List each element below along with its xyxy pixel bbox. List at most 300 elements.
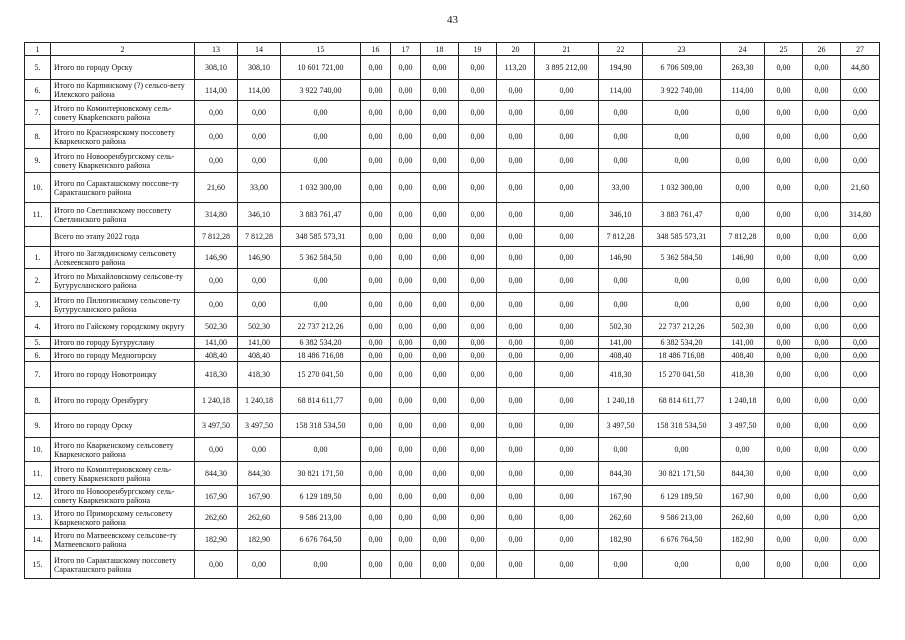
table-cell: 0,00 <box>599 438 643 462</box>
table-cell: 308,10 <box>238 56 281 80</box>
table-cell: 0,00 <box>459 317 497 337</box>
table-cell: 0,00 <box>238 551 281 579</box>
table-cell: 0,00 <box>765 173 803 203</box>
table-cell: 141,00 <box>721 337 765 349</box>
table-cell: 0,00 <box>765 247 803 269</box>
table-cell: 263,30 <box>721 56 765 80</box>
table-cell: 0,00 <box>459 149 497 173</box>
header-cell: 26 <box>803 43 841 56</box>
table-cell: 0,00 <box>535 462 599 486</box>
table-cell: 0,00 <box>535 337 599 349</box>
table-cell: 0,00 <box>361 362 391 388</box>
table-cell: 0,00 <box>391 227 421 247</box>
table-cell: 0,00 <box>421 462 459 486</box>
table-cell: 1 032 300,00 <box>281 173 361 203</box>
table-cell: 0,00 <box>497 349 535 362</box>
table-cell: 0,00 <box>391 203 421 227</box>
row-number: 5. <box>25 337 51 349</box>
table-cell: 0,00 <box>803 203 841 227</box>
table-cell: 0,00 <box>421 293 459 317</box>
table-cell: 314,80 <box>195 203 238 227</box>
row-number: 7. <box>25 101 51 125</box>
table-cell: 0,00 <box>361 349 391 362</box>
header-cell: 22 <box>599 43 643 56</box>
table-cell: 0,00 <box>361 173 391 203</box>
table-cell: 0,00 <box>803 414 841 438</box>
table-cell: 22 737 212,26 <box>643 317 721 337</box>
table-cell: 0,00 <box>497 203 535 227</box>
table-cell: 0,00 <box>841 349 880 362</box>
table-cell: 15 270 041,50 <box>643 362 721 388</box>
table-cell: 0,00 <box>391 80 421 101</box>
table-row <box>25 317 880 337</box>
header-cell: 18 <box>421 43 459 56</box>
header-cell: 19 <box>459 43 497 56</box>
table-cell: 0,00 <box>391 349 421 362</box>
table-cell: 0,00 <box>459 462 497 486</box>
table-cell: 146,90 <box>195 247 238 269</box>
table-cell: 0,00 <box>535 486 599 507</box>
table-cell: 314,80 <box>841 203 880 227</box>
table-cell: 308,10 <box>195 56 238 80</box>
row-name: Итого по Заглядинскому сельсовету Асекеевского района <box>51 247 195 269</box>
table-cell: 0,00 <box>497 551 535 579</box>
table-cell: 502,30 <box>195 317 238 337</box>
table-cell: 0,00 <box>599 293 643 317</box>
table-cell: 0,00 <box>421 80 459 101</box>
table-cell: 141,00 <box>195 337 238 349</box>
table-row <box>25 269 880 293</box>
table-cell: 0,00 <box>643 101 721 125</box>
table-cell: 0,00 <box>841 529 880 551</box>
table-cell: 0,00 <box>391 149 421 173</box>
table-cell: 158 318 534,50 <box>643 414 721 438</box>
header-cell: 2 <box>51 43 195 56</box>
table-cell: 0,00 <box>459 349 497 362</box>
table-cell: 0,00 <box>765 317 803 337</box>
row-name: Итого по городу Медногорску <box>51 349 195 362</box>
table-cell: 0,00 <box>361 438 391 462</box>
table-cell: 262,60 <box>238 507 281 529</box>
table-cell: 0,00 <box>535 293 599 317</box>
table-cell: 0,00 <box>643 551 721 579</box>
table-row <box>25 80 880 101</box>
row-number: 11. <box>25 203 51 227</box>
table-cell: 6 382 534,20 <box>643 337 721 349</box>
table-cell: 44,80 <box>841 56 880 80</box>
row-number: 11. <box>25 462 51 486</box>
table-cell: 0,00 <box>497 486 535 507</box>
table-cell: 0,00 <box>459 293 497 317</box>
table-cell: 0,00 <box>459 388 497 414</box>
table-cell: 0,00 <box>421 227 459 247</box>
table-cell: 0,00 <box>497 80 535 101</box>
table-cell: 0,00 <box>721 125 765 149</box>
table-cell: 194,90 <box>599 56 643 80</box>
header-cell: 27 <box>841 43 880 56</box>
table-cell: 113,20 <box>497 56 535 80</box>
table-cell: 0,00 <box>459 486 497 507</box>
table-cell: 844,30 <box>599 462 643 486</box>
table-cell: 0,00 <box>765 414 803 438</box>
table-cell: 0,00 <box>841 414 880 438</box>
table-cell: 0,00 <box>803 438 841 462</box>
table-cell: 7 812,28 <box>599 227 643 247</box>
row-name: Итого по Михайловскому сельсове-ту Бугурусланского района <box>51 269 195 293</box>
table-cell: 418,30 <box>599 362 643 388</box>
table-cell: 0,00 <box>238 438 281 462</box>
row-name: Итого по Приморскому сельсовету Кваркенского района <box>51 507 195 529</box>
table-cell: 10 601 721,00 <box>281 56 361 80</box>
table-row <box>25 149 880 173</box>
table-cell: 0,00 <box>459 125 497 149</box>
table-cell: 0,00 <box>281 269 361 293</box>
table-cell: 0,00 <box>535 317 599 337</box>
table-row <box>25 414 880 438</box>
table-cell: 1 032 300,00 <box>643 173 721 203</box>
table-cell: 0,00 <box>391 414 421 438</box>
header-cell: 24 <box>721 43 765 56</box>
table-cell: 0,00 <box>195 551 238 579</box>
table-cell: 844,30 <box>721 462 765 486</box>
table-cell: 0,00 <box>765 269 803 293</box>
table-cell: 408,40 <box>238 349 281 362</box>
table-cell: 0,00 <box>195 269 238 293</box>
row-number: 9. <box>25 149 51 173</box>
table-cell: 0,00 <box>803 551 841 579</box>
table-cell: 3 883 761,47 <box>281 203 361 227</box>
table-cell: 844,30 <box>195 462 238 486</box>
table-cell: 0,00 <box>803 149 841 173</box>
table-cell: 0,00 <box>765 337 803 349</box>
table-cell: 0,00 <box>238 269 281 293</box>
table-cell: 0,00 <box>391 125 421 149</box>
table-cell: 0,00 <box>765 80 803 101</box>
table-cell: 3 497,50 <box>599 414 643 438</box>
table-cell: 0,00 <box>361 227 391 247</box>
table-cell: 0,00 <box>721 438 765 462</box>
table-cell: 0,00 <box>361 337 391 349</box>
table-cell: 0,00 <box>535 125 599 149</box>
table-cell: 0,00 <box>803 227 841 247</box>
row-name: Всего по этапу 2022 года <box>51 227 195 247</box>
table-cell: 1 240,18 <box>195 388 238 414</box>
table-row <box>25 101 880 125</box>
table-cell: 0,00 <box>841 362 880 388</box>
table-row <box>25 507 880 529</box>
table-cell: 0,00 <box>421 414 459 438</box>
table-cell: 0,00 <box>803 486 841 507</box>
table-cell: 0,00 <box>459 203 497 227</box>
table-cell: 348 585 573,31 <box>643 227 721 247</box>
row-name: Итого по Коминтерновскому сель-совету Кварkenского района <box>51 101 195 125</box>
table-cell: 0,00 <box>459 362 497 388</box>
table-row <box>25 438 880 462</box>
table-row <box>25 293 880 317</box>
table-cell: 0,00 <box>391 529 421 551</box>
table-cell: 0,00 <box>361 388 391 414</box>
table-cell: 0,00 <box>459 551 497 579</box>
table-cell: 0,00 <box>361 247 391 269</box>
table-cell: 0,00 <box>803 293 841 317</box>
header-cell: 20 <box>497 43 535 56</box>
table-cell: 0,00 <box>721 293 765 317</box>
table-cell: 0,00 <box>459 337 497 349</box>
table-cell: 0,00 <box>361 269 391 293</box>
table-cell: 0,00 <box>361 317 391 337</box>
table-cell: 0,00 <box>765 507 803 529</box>
table-cell: 0,00 <box>421 551 459 579</box>
table-cell: 844,30 <box>238 462 281 486</box>
table-cell: 0,00 <box>497 293 535 317</box>
table-cell: 0,00 <box>535 149 599 173</box>
table-cell: 0,00 <box>643 293 721 317</box>
table-cell: 0,00 <box>497 247 535 269</box>
table-cell: 0,00 <box>459 80 497 101</box>
table-cell: 182,90 <box>238 529 281 551</box>
page-number: 43 <box>447 14 458 26</box>
table-cell: 30 821 171,50 <box>281 462 361 486</box>
header-cell: 23 <box>643 43 721 56</box>
table-cell: 0,00 <box>281 293 361 317</box>
row-number: 2. <box>25 269 51 293</box>
table-cell: 0,00 <box>281 551 361 579</box>
table-cell: 0,00 <box>421 337 459 349</box>
table-row <box>25 247 880 269</box>
table-cell: 146,90 <box>721 247 765 269</box>
table-row <box>25 486 880 507</box>
table-cell: 0,00 <box>497 101 535 125</box>
row-number: 6. <box>25 349 51 362</box>
header-cell: 15 <box>281 43 361 56</box>
row-number: 10. <box>25 173 51 203</box>
table-cell: 0,00 <box>421 247 459 269</box>
row-number: 6. <box>25 80 51 101</box>
table-cell: 68 814 611,77 <box>643 388 721 414</box>
table-cell: 0,00 <box>391 362 421 388</box>
table-cell: 0,00 <box>497 337 535 349</box>
table-cell: 182,90 <box>599 529 643 551</box>
table-cell: 146,90 <box>599 247 643 269</box>
table-cell: 167,90 <box>195 486 238 507</box>
table-cell: 0,00 <box>238 125 281 149</box>
table-cell: 0,00 <box>421 529 459 551</box>
table-cell: 68 814 611,77 <box>281 388 361 414</box>
table-cell: 0,00 <box>391 462 421 486</box>
table-cell: 348 585 573,31 <box>281 227 361 247</box>
table-cell: 0,00 <box>721 551 765 579</box>
row-number: 12. <box>25 486 51 507</box>
row-number: 13. <box>25 507 51 529</box>
table-cell: 15 270 041,50 <box>281 362 361 388</box>
row-name: Итого по Гайскому городскому округу <box>51 317 195 337</box>
table-cell: 0,00 <box>841 269 880 293</box>
table-cell: 114,00 <box>238 80 281 101</box>
table-cell: 30 821 171,50 <box>643 462 721 486</box>
table-cell: 0,00 <box>459 507 497 529</box>
table-cell: 0,00 <box>841 507 880 529</box>
row-name: Итого по Светлинскому поссовету Светлинского района <box>51 203 195 227</box>
table-cell: 346,10 <box>599 203 643 227</box>
table-cell: 0,00 <box>361 125 391 149</box>
table-cell: 0,00 <box>721 101 765 125</box>
table-cell: 0,00 <box>721 149 765 173</box>
table-cell: 0,00 <box>361 462 391 486</box>
table-cell: 141,00 <box>599 337 643 349</box>
table-cell: 0,00 <box>765 349 803 362</box>
row-name: Итого по городу Орску <box>51 56 195 80</box>
table-cell: 158 318 534,50 <box>281 414 361 438</box>
table-cell: 3 922 740,00 <box>281 80 361 101</box>
table-cell: 0,00 <box>195 149 238 173</box>
table-cell: 0,00 <box>497 388 535 414</box>
table-row <box>25 203 880 227</box>
table-cell: 0,00 <box>421 349 459 362</box>
table-cell: 0,00 <box>421 486 459 507</box>
table-cell: 502,30 <box>721 317 765 337</box>
table-cell: 3 922 740,00 <box>643 80 721 101</box>
table-cell: 18 486 716,08 <box>643 349 721 362</box>
table-cell: 114,00 <box>599 80 643 101</box>
row-name: Итого по городу Бугуруслану <box>51 337 195 349</box>
table-cell: 0,00 <box>421 507 459 529</box>
table-cell: 0,00 <box>421 203 459 227</box>
table-cell: 0,00 <box>497 438 535 462</box>
table-cell: 0,00 <box>841 317 880 337</box>
table-cell: 408,40 <box>721 349 765 362</box>
table-cell: 0,00 <box>361 529 391 551</box>
table-cell: 0,00 <box>535 529 599 551</box>
table-cell: 0,00 <box>841 486 880 507</box>
table-cell: 0,00 <box>361 80 391 101</box>
table-cell: 0,00 <box>361 203 391 227</box>
table-cell: 0,00 <box>459 414 497 438</box>
table-cell: 0,00 <box>421 269 459 293</box>
table-cell: 0,00 <box>535 362 599 388</box>
table-cell: 0,00 <box>459 173 497 203</box>
table-cell: 0,00 <box>721 173 765 203</box>
table-cell: 0,00 <box>421 101 459 125</box>
row-number: 3. <box>25 293 51 317</box>
row-number: 5. <box>25 56 51 80</box>
table-cell: 0,00 <box>195 438 238 462</box>
table-cell: 0,00 <box>361 414 391 438</box>
table-cell: 0,00 <box>535 227 599 247</box>
table-cell: 408,40 <box>195 349 238 362</box>
table-row <box>25 173 880 203</box>
table-cell: 0,00 <box>765 486 803 507</box>
table-cell: 0,00 <box>497 149 535 173</box>
table-cell: 0,00 <box>459 101 497 125</box>
table-cell: 0,00 <box>497 462 535 486</box>
row-name: Итого по Новооренбургскому сель-совету Кваркенского района <box>51 149 195 173</box>
table-cell: 1 240,18 <box>721 388 765 414</box>
table-cell: 0,00 <box>391 101 421 125</box>
table-cell: 114,00 <box>721 80 765 101</box>
row-number: 10. <box>25 438 51 462</box>
table-cell: 0,00 <box>195 125 238 149</box>
table-cell: 0,00 <box>281 101 361 125</box>
table-cell: 0,00 <box>841 462 880 486</box>
row-number: 15. <box>25 551 51 579</box>
row-name: Итого по Пилюгинскому сельсове-ту Бугурусланского района <box>51 293 195 317</box>
table-cell: 0,00 <box>599 149 643 173</box>
header-cell: 25 <box>765 43 803 56</box>
table-cell: 0,00 <box>361 56 391 80</box>
row-number: 1. <box>25 247 51 269</box>
table-cell: 0,00 <box>421 56 459 80</box>
table-cell: 0,00 <box>421 388 459 414</box>
table-cell: 0,00 <box>391 56 421 80</box>
row-name: Итого по Кваркенскому сельсовету Кваркенского района <box>51 438 195 462</box>
row-name: Итого по городу Орску <box>51 414 195 438</box>
table-cell: 141,00 <box>238 337 281 349</box>
table-cell: 6 382 534,20 <box>281 337 361 349</box>
table-cell: 0,00 <box>281 125 361 149</box>
table-cell: 7 812,28 <box>195 227 238 247</box>
table-cell: 0,00 <box>238 101 281 125</box>
table-cell: 0,00 <box>497 173 535 203</box>
table-row <box>25 125 880 149</box>
table-cell: 0,00 <box>765 438 803 462</box>
header-cell: 16 <box>361 43 391 56</box>
header-cell: 13 <box>195 43 238 56</box>
table-cell: 5 362 584,50 <box>281 247 361 269</box>
table-cell: 408,40 <box>599 349 643 362</box>
table-cell: 0,00 <box>803 317 841 337</box>
row-name: Итого по городу Новотроицку <box>51 362 195 388</box>
table-cell: 3 497,50 <box>238 414 281 438</box>
table-row <box>25 349 880 362</box>
table-cell: 0,00 <box>391 269 421 293</box>
table-cell: 7 812,28 <box>238 227 281 247</box>
table-row <box>25 551 880 579</box>
table-cell: 0,00 <box>195 293 238 317</box>
table-cell: 0,00 <box>391 551 421 579</box>
header-cell: 21 <box>535 43 599 56</box>
table-cell: 0,00 <box>803 56 841 80</box>
table-cell: 0,00 <box>459 227 497 247</box>
table-cell: 167,90 <box>238 486 281 507</box>
table-cell: 0,00 <box>841 80 880 101</box>
table-cell: 0,00 <box>535 80 599 101</box>
row-name: Итого по Коминтерновскому сель-совету Кваркенского района <box>51 462 195 486</box>
table-cell: 33,00 <box>599 173 643 203</box>
table-cell: 0,00 <box>361 293 391 317</box>
table-cell: 0,00 <box>421 149 459 173</box>
table-cell: 6 129 189,50 <box>643 486 721 507</box>
table-cell: 418,30 <box>721 362 765 388</box>
table-cell: 6 129 189,50 <box>281 486 361 507</box>
table-cell: 3 497,50 <box>721 414 765 438</box>
table-cell: 0,00 <box>497 125 535 149</box>
table-cell: 0,00 <box>391 317 421 337</box>
table-cell: 0,00 <box>803 388 841 414</box>
table-cell: 0,00 <box>535 507 599 529</box>
row-number: 7. <box>25 362 51 388</box>
table-cell: 9 586 213,00 <box>281 507 361 529</box>
table-cell: 167,90 <box>599 486 643 507</box>
table-cell: 167,90 <box>721 486 765 507</box>
table-cell: 0,00 <box>535 438 599 462</box>
table-cell: 0,00 <box>497 362 535 388</box>
table-cell: 0,00 <box>391 388 421 414</box>
table-cell: 7 812,28 <box>721 227 765 247</box>
table-cell: 0,00 <box>459 269 497 293</box>
table-cell: 18 486 716,08 <box>281 349 361 362</box>
table-cell: 0,00 <box>803 362 841 388</box>
table-cell: 0,00 <box>765 101 803 125</box>
